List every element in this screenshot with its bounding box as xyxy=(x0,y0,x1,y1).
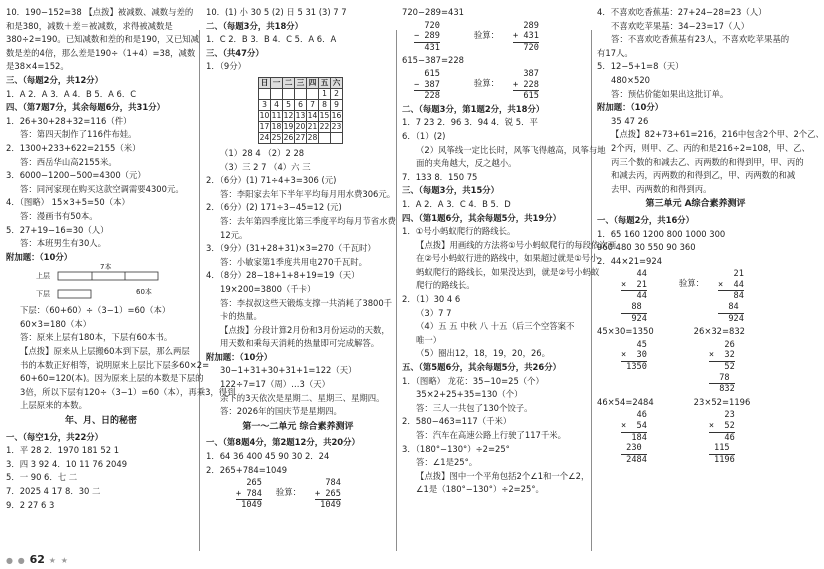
text-line: 2．（6分）(2) 171÷3−45=12 (元) xyxy=(206,202,342,213)
text-line: 960 480 30 550 90 360 xyxy=(597,242,696,253)
calendar-row xyxy=(259,132,343,143)
calendar-cell: 26 xyxy=(283,132,294,142)
text-line: 3．（180°−130°）÷2=25° xyxy=(402,443,510,454)
text-line: 5．27+19−16=30（人） xyxy=(6,224,109,235)
text-line: 【点拨】图中一个平角包括2个∠1和一个∠2， xyxy=(416,470,590,481)
calendar-cell: 1 xyxy=(319,88,331,99)
text-line: 4．（8分）28−18+1+8+19=19（天） xyxy=(206,270,360,281)
calendar-row xyxy=(259,121,343,132)
text-line: 2．44×21=924 xyxy=(597,255,663,266)
text-line: 6．（1）(2) xyxy=(402,130,446,141)
calendar-cell xyxy=(259,88,271,99)
footer-dots: ● ● xyxy=(6,556,26,565)
calendar-header-cell: 日 xyxy=(259,77,271,88)
text-line: 余下的3天依次是星期二、星期三、星期四。 xyxy=(220,392,385,403)
text-line: （2）风筝线一定比长时，风筝飞得越高，风筝与地 xyxy=(416,144,606,155)
text-line: 1．A 2．A 3．A 4．B 5．A 6．C xyxy=(6,88,137,99)
text-line: 答：漫画书有50本。 xyxy=(20,210,98,221)
text-line: （5）圈出12，18，19，20，26。 xyxy=(416,348,550,359)
calendar-cell: 4 xyxy=(271,99,283,110)
calendar-header-cell: 三 xyxy=(295,77,307,88)
calc-subtraction: 615 − 387 228 xyxy=(414,68,440,102)
text-line: 附加题：（10分） xyxy=(597,102,664,113)
calendar-cell xyxy=(271,88,283,99)
text-line: ∠1是（180°−130°）÷2=25°。 xyxy=(416,484,544,495)
calendar-cell: 27 xyxy=(295,132,306,142)
text-line: 三、（每题3分，共15分） xyxy=(402,185,500,196)
column-divider xyxy=(199,30,200,551)
calendar-cell: 20 xyxy=(295,121,306,131)
answer-column-4 xyxy=(597,6,824,466)
calendar-cell: 23 xyxy=(331,121,342,131)
text-line: 1．（图略） 龙花：35−10=25（个） xyxy=(402,375,544,386)
answer-column-2 xyxy=(206,6,396,512)
calendar-cell: 10 xyxy=(259,110,270,120)
calc-multiplication: 45 × 30 1350 xyxy=(621,339,647,373)
text-line: 12元。 xyxy=(220,229,248,240)
calendar-cell: 9 xyxy=(331,99,343,110)
text-line: （3）三 2 7 （4）六 三 xyxy=(220,161,311,172)
text-line: 4．不喜欢吃香蕉基：27+24−28=23（人） xyxy=(597,7,767,17)
text-line: 1．A 2．A 3．C 4．B 5．D xyxy=(402,198,511,209)
vertical-calc xyxy=(402,21,587,54)
text-line: （1）28 4 （2）2 28 xyxy=(220,147,305,158)
text-line: 【点拨】用画线的方法将①号小蚂蚁爬行的每段依次画 xyxy=(416,239,617,250)
calendar-cell xyxy=(283,88,295,99)
calendar-cell: 6 xyxy=(295,99,307,110)
text-line: 蚂蚁爬行的路线长，如果没达到，就是②号小蚂蚁 xyxy=(416,266,600,277)
calc-addition: 265 + 784 1049 xyxy=(236,478,262,511)
calendar-cell: 3 xyxy=(259,99,271,110)
text-line: 5．12−5+1=8（天） xyxy=(597,61,684,72)
section-title: 第一～二单元 综合素养测评 xyxy=(242,421,354,432)
text-line: 2．（6分）(1) 71÷4+3=306 (元) xyxy=(206,175,337,186)
text-line: 三、（每题2分，共12分） xyxy=(6,74,104,85)
calendar-row xyxy=(259,110,343,121)
text-line: 3倍，所以下层有120÷（3−1）=60（本），再乘3，得到 xyxy=(20,386,236,397)
text-line: 答：同河家现在购买这款空调需要4300元。 xyxy=(20,183,184,194)
text-line: 3．四 3 92 4．10 11 76 2049 xyxy=(6,458,128,469)
text-line: 有17人。 xyxy=(597,47,633,58)
calc-multiplication: 26 × 32 52 78 832 xyxy=(708,339,735,395)
calendar-header-cell: 四 xyxy=(307,77,319,88)
calendar-cell: 2 xyxy=(331,88,343,99)
calendar-header-cell: 二 xyxy=(283,77,295,88)
text-line: 答：去年第四季度比第三季度平均每月节省水费 xyxy=(220,215,396,226)
text-line: 一、（第8题4分，第2题12分，共20分） xyxy=(206,437,360,448)
text-line: 35 47 26 xyxy=(611,115,649,126)
text-line: 19×200=3800（千卡） xyxy=(220,283,316,294)
calendar-cell: 21 xyxy=(307,121,318,131)
calendar-cell: 22 xyxy=(319,121,330,131)
text-line: 【点拨】原来从上层搬60本到下层，那么两层 xyxy=(20,346,190,357)
calc-check: 21 × 44 84 84 924 xyxy=(718,269,744,324)
text-line: 书的本数正好相等，说明原来上层比下层多60×2= xyxy=(20,359,210,370)
text-line: 30−1+31+30+31+1=122（天） xyxy=(220,365,357,376)
calc-multiplication: 23 × 52 46 115 1196 xyxy=(708,410,735,465)
page-footer xyxy=(6,553,69,566)
diagram-lower-bar xyxy=(58,290,91,298)
diagram-side-label: 60本 xyxy=(136,288,152,297)
calendar-cell: 24 xyxy=(259,132,270,142)
text-line: 下层：（60+60）÷（3−1）=60（本） xyxy=(20,305,171,316)
calc-check: 289 + 431 720 xyxy=(513,20,539,53)
calendar-table xyxy=(258,77,343,144)
text-line: 一、（每题2分，共16分） xyxy=(597,214,695,225)
vertical-calc xyxy=(597,340,794,395)
calendar-cell: 17 xyxy=(259,121,270,131)
text-line: 五、（第5题6分，其余每题5分，共26分） xyxy=(402,362,561,373)
text-line: 唯一） xyxy=(416,334,442,345)
text-line: 一、（每空1分，共22分） xyxy=(6,431,104,442)
text-line: 答：本班男生有30人。 xyxy=(20,238,107,249)
calendar-header-cell: 五 xyxy=(319,77,331,88)
text-line: 380÷2=190。已知减数和差的和是190，又已知减 xyxy=(6,34,199,45)
calendar-cell: 12 xyxy=(283,110,294,120)
section-title: 第三单元 A综合素养测评 xyxy=(645,199,746,210)
text-line: 上层原来的本数。 xyxy=(20,400,87,411)
text-line: 答：预估价能如果出这批订单。 xyxy=(611,88,729,99)
text-line: 1．平 28 2．1970 181 52 1 xyxy=(6,445,120,456)
equation: 46×54=2484 xyxy=(597,396,654,407)
text-line: 丙三个数的和减去乙、丙两数的和得到甲，甲、丙的 xyxy=(611,156,804,167)
text-line: 【点拨】分段计算2月份和3月份运动的天数， xyxy=(220,324,390,335)
calendar-cell: 5 xyxy=(283,99,295,110)
footer-stars: ★ ★ xyxy=(48,556,69,565)
text-line: 1．64 36 400 45 90 30 2．24 xyxy=(206,451,330,462)
text-line: 2个丙，则甲、乙、丙的和是216÷2=108，甲、乙、 xyxy=(611,142,811,153)
check-label: 验算： xyxy=(678,278,704,289)
equation: 26×32=832 xyxy=(693,326,746,337)
equation: 23×52=1196 xyxy=(693,396,751,407)
text-line: 答：2026年的国庆节是星期四。 xyxy=(220,406,342,417)
bookshelf-diagram xyxy=(36,264,186,304)
calendar-cell: 8 xyxy=(319,99,331,110)
text-line: 和是380，减数＋差＝被减数，求得被减数是 xyxy=(6,20,173,31)
calendar-cell xyxy=(331,132,343,143)
calendar-row xyxy=(259,88,343,99)
text-line: 1．C 2．B 3．B 4．C 5．A 6．A xyxy=(206,34,337,45)
text-line: 附加题：（10分） xyxy=(6,251,73,262)
calendar-cell xyxy=(307,88,319,99)
text-line: 480×520 xyxy=(611,74,650,85)
text-line: 四、（第7题7分，其余每题6分，共31分） xyxy=(6,102,165,113)
text-line: 2．1300+233+622=2155（米） xyxy=(6,142,141,153)
text-line: 2．580−463=117（千米） xyxy=(402,416,512,427)
calendar-cell: 7 xyxy=(307,99,319,110)
text-line: 和减去丙，丙两数的和得到乙，甲、丙两数的和减 xyxy=(611,170,796,181)
vertical-calc xyxy=(206,478,390,511)
text-line: 答：汽车在高速公路上行驶了117千米。 xyxy=(416,430,566,440)
text-line: （4）五 五 中秋 八 十五（后三个空答案不 xyxy=(416,321,575,332)
text-line: 爬行的路线长。 xyxy=(416,280,475,291)
check-label: 验算： xyxy=(473,77,499,88)
text-line: 5．一 90 6．七 二 xyxy=(6,472,78,483)
text-line: 3．（9分）(31+28+31)×3=270（千瓦时） xyxy=(206,243,376,254)
text-line: 答：原来上层有180本，下层有60本书。 xyxy=(20,332,173,343)
text-line: 60×3=180（本） xyxy=(20,318,92,329)
text-line: 10．190−152=38 【点拨】被减数、减数与差的 xyxy=(6,7,194,17)
vertical-calc xyxy=(402,69,587,102)
calendar-cell: 13 xyxy=(295,110,306,120)
text-line: （3）7 7 xyxy=(416,307,452,318)
text-line: 数是差的4倍，那么差是190÷（1+4）=38，减数 xyxy=(6,47,196,58)
calendar-cell: 19 xyxy=(283,121,294,131)
text-line: 答：三人一共包了130个饺子。 xyxy=(416,402,533,413)
text-line: 3．6000−1200−500=4300（元） xyxy=(6,170,146,181)
calendar-header-cell: 一 xyxy=(271,77,283,88)
calendar-cell: 15 xyxy=(319,110,330,120)
calendar-cell: 18 xyxy=(271,121,282,131)
calendar-cell xyxy=(319,132,331,143)
text-line: 附加题：（10分） xyxy=(206,351,273,362)
text-line: 615−387=228 xyxy=(402,55,464,66)
text-line: 2．（1）30 4 6 xyxy=(402,294,461,305)
text-line: 答：李阳家去年下半年平均每月用水费306元。 xyxy=(220,188,396,199)
calc-multiplication: 46 × 54 184 230 2484 xyxy=(621,410,647,465)
calendar-row xyxy=(259,99,343,110)
calendar-header-row xyxy=(259,77,343,88)
calendar-cell: 25 xyxy=(271,132,282,142)
vertical-calc xyxy=(597,269,794,324)
text-line: 答：西岳华山高2155米。 xyxy=(20,156,117,167)
text-line: 去甲、丙两数的和得到丙。 xyxy=(611,183,712,194)
text-line: 60+60=120(本)。因为原来上层的本数是下层的 xyxy=(20,373,204,384)
text-line: 4．（图略） 15×3+5=50（本） xyxy=(6,197,130,208)
text-line: 用天数和乘每天消耗的热量即可完成解答。 xyxy=(220,338,380,349)
text-line: 1．65 160 1200 800 1000 300 xyxy=(597,228,726,239)
text-line: 面的夹角越大，反之越小。 xyxy=(416,158,517,169)
text-line: 三、（共47分） xyxy=(206,47,264,58)
calc-subtraction: 720 − 289 431 xyxy=(414,20,440,53)
column-divider xyxy=(396,30,397,551)
check-label: 验算： xyxy=(275,487,301,498)
text-line: 在②号小蚂蚁行进的路线中，如果超过就是①号小 xyxy=(416,253,599,264)
diagram-upper-bar xyxy=(58,272,158,280)
calendar-cell: 14 xyxy=(307,110,318,120)
text-line: 四、（第1题6分，其余每题5分，共19分） xyxy=(402,212,561,223)
calendar-cell xyxy=(295,88,307,99)
text-line: 是38×4=152。 xyxy=(6,61,69,72)
text-line: 720−289=431 xyxy=(402,7,464,17)
page-number: 62 xyxy=(29,553,45,566)
text-line: 【点拨】82+73+61=216，216中包含2个甲、2个乙、 xyxy=(611,129,824,140)
text-line: 答：不喜欢吃香蕉基有23人，不喜欢吃苹果基的 xyxy=(611,34,790,45)
text-line: 1．7 23 2．96 3．94 4．锐 5．平 xyxy=(402,117,538,128)
equation: 45×30=1350 xyxy=(597,326,654,337)
text-line: 1．（9分） xyxy=(206,61,246,72)
text-line: 1．①号小蚂蚁爬行的路线长。 xyxy=(402,226,516,237)
diagram-lower-label: 下层 xyxy=(36,290,50,299)
text-line: 2．265+784=1049 xyxy=(206,464,288,475)
text-line: 7．133 8．150 75 xyxy=(402,171,478,182)
check-label: 验算： xyxy=(473,29,499,40)
calendar-header-cell: 六 xyxy=(331,77,343,88)
text-line: 122÷7=17（周）…3（天） xyxy=(220,379,330,390)
text-line: 9．2 27 6 3 xyxy=(6,499,55,510)
calc-check: 387 + 228 615 xyxy=(513,68,539,102)
text-line: 答：小敏家第1季度共用电270千瓦时。 xyxy=(220,256,367,267)
text-line: 不喜欢吃苹果基：34−23=17（人） xyxy=(611,20,750,31)
text-line: 1．26+30+28+32=116（件） xyxy=(6,115,132,126)
text-line: 7．2025 4 17 8．30 二 xyxy=(6,486,101,496)
text-line: 卡的热量。 xyxy=(220,311,262,322)
calc-multiplication: 44 × 21 44 88 924 xyxy=(621,269,647,324)
vertical-calc xyxy=(597,410,794,465)
text-line: 答：李叔叔这些天锻炼支撑一共消耗了3800千 xyxy=(220,297,393,308)
equation-pair xyxy=(597,325,794,339)
calendar-cell: 11 xyxy=(271,110,282,120)
text-line: 答：第四天制作了116件布娃。 xyxy=(20,129,137,140)
text-line: 35×2+25+35=130（个） xyxy=(416,389,523,400)
calendar-cell: 28 xyxy=(307,132,318,142)
text-line: 二、（每题3分，共18分） xyxy=(206,20,304,31)
diagram-top-label: 7本 xyxy=(100,263,112,272)
text-line: 10．(1) 小 30 5 (2) 日 5 31 (3) 7 7 xyxy=(206,7,347,17)
calc-check: 784 + 265 1049 xyxy=(315,478,341,511)
calendar-cell: 16 xyxy=(331,110,342,120)
section-title: 年、月、日的秘密 xyxy=(64,416,137,427)
diagram-upper-label: 上层 xyxy=(36,272,50,281)
text-line: 答：∠1是25°。 xyxy=(416,457,478,468)
column-divider xyxy=(591,30,592,551)
equation-pair xyxy=(597,396,794,410)
text-line: 二、（每题3分，第1题2分，共18分） xyxy=(402,103,545,114)
